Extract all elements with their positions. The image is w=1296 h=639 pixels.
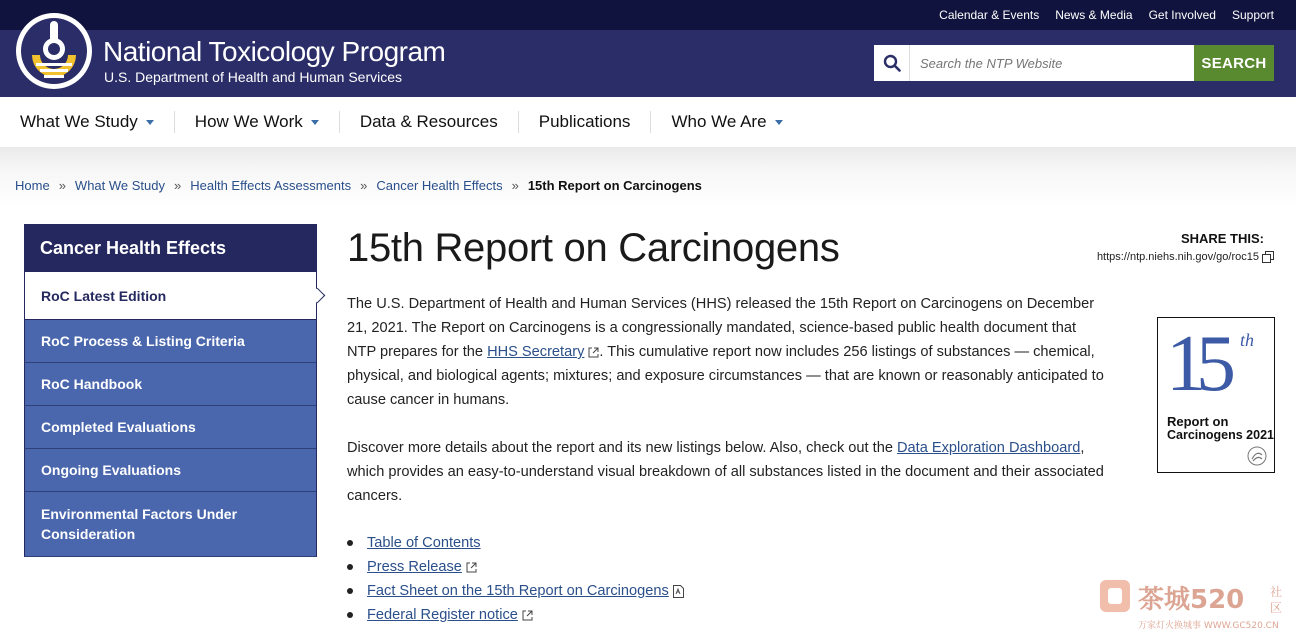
breadcrumb-what-we-study[interactable]: What We Study <box>74 178 165 193</box>
sidebar-item-environmental[interactable]: Environmental Factors Under Consideration <box>24 492 317 557</box>
sidebar-item-handbook[interactable]: RoC Handbook <box>24 363 317 406</box>
details-text-b: , which provides an easy-to-understand visual breakdown of all substances listed in the document and their associated cancers. <box>347 440 1104 504</box>
search-input[interactable] <box>910 46 1190 80</box>
press-release-link[interactable]: Press Release <box>367 559 462 575</box>
utility-link-calendar[interactable]: Calendar & Events <box>939 8 1040 22</box>
nav-label: Publications <box>538 112 631 131</box>
caret-down-icon <box>146 120 154 125</box>
breadcrumb-health-effects[interactable]: Health Effects Assessments <box>190 178 352 193</box>
breadcrumb-separator: » <box>360 178 368 193</box>
content-band-shade <box>0 147 1296 207</box>
watermark-logo-icon <box>1098 574 1288 634</box>
share-url[interactable] <box>1097 251 1274 263</box>
breadcrumb-current: 15th Report on Carcinogens <box>527 178 702 193</box>
utility-link-news[interactable]: News & Media <box>1055 8 1133 22</box>
svg-text:社: 社 <box>1270 585 1283 599</box>
share-url-text: https://ntp.niehs.nih.gov/go/roc15 <box>1096 251 1259 263</box>
utility-bar <box>0 0 1296 30</box>
sidebar-item-ongoing[interactable]: Ongoing Evaluations <box>24 449 317 492</box>
share-label: SHARE THIS: <box>1180 231 1264 246</box>
nav-label: Data & Resources <box>359 112 498 131</box>
external-link-icon <box>522 610 533 621</box>
sidebar-heading[interactable]: Cancer Health Effects <box>24 224 317 272</box>
nav-what-we-study[interactable] <box>20 111 175 133</box>
resource-links <box>347 531 684 627</box>
intro-paragraph <box>347 292 1107 412</box>
svg-text:万家灯火换城事 WWW.GC520.CN: 万家灯火换城事 WWW.GC520.CN <box>1138 621 1279 631</box>
sidebar-item-completed[interactable]: Completed Evaluations <box>24 406 317 449</box>
fact-sheet-link[interactable]: Fact Sheet on the 15th Report on Carcinogens <box>367 583 669 599</box>
nav-how-we-work[interactable] <box>195 111 340 133</box>
breadcrumb-separator: » <box>58 178 66 193</box>
org-name[interactable]: National Toxicology Program <box>103 36 446 67</box>
ntp-logo-icon[interactable] <box>14 11 94 91</box>
sidebar-item-roc-latest[interactable]: RoC Latest Edition <box>24 272 317 320</box>
intro-text-a: The U.S. Department of Health and Human Services (HHS) released the 15th Report on Carcinogens on December 21, 2021. The Report on Carcinogens is a congressionally mandated, science-based public health document that NTP prepares for the <box>347 296 1095 360</box>
nav-label: How We Work <box>194 112 303 131</box>
nav-data-resources[interactable] <box>360 111 519 133</box>
sidebar-item-process-criteria[interactable]: RoC Process & Listing Criteria <box>24 320 317 363</box>
utility-link-get-involved[interactable]: Get Involved <box>1148 8 1216 22</box>
report-cover-image[interactable] <box>1157 317 1275 473</box>
details-paragraph <box>347 436 1107 508</box>
external-link-icon <box>466 562 477 573</box>
federal-register-link[interactable]: Federal Register notice <box>367 607 518 623</box>
nav-publications[interactable] <box>539 111 652 133</box>
utility-links <box>939 8 1274 22</box>
page-title: 15th Report on Carcinogens <box>347 226 840 270</box>
table-of-contents-link[interactable]: Table of Contents <box>367 535 481 551</box>
breadcrumb-separator: » <box>174 178 182 193</box>
caret-down-icon <box>311 120 319 125</box>
list-item <box>347 603 684 627</box>
org-subtitle: U.S. Department of Health and Human Services <box>104 69 403 85</box>
breadcrumb-cancer-health[interactable]: Cancer Health Effects <box>376 178 503 193</box>
caret-down-icon <box>775 120 783 125</box>
hhs-seal-icon <box>1247 446 1267 466</box>
search-box <box>874 45 1194 81</box>
main-nav <box>0 97 1296 147</box>
list-item <box>347 531 684 555</box>
copy-icon[interactable] <box>1262 251 1274 263</box>
breadcrumb-home[interactable]: Home <box>15 178 50 193</box>
list-item <box>347 555 684 579</box>
breadcrumb <box>15 178 702 193</box>
details-text-a: Discover more details about the report and its new listings below. Also, check out the <box>347 440 897 456</box>
hhs-secretary-link[interactable]: HHS Secretary <box>487 344 585 360</box>
cover-line1: Report on <box>1167 414 1229 429</box>
nav-who-we-are[interactable] <box>671 111 802 133</box>
pdf-icon <box>673 585 684 598</box>
data-dashboard-link[interactable]: Data Exploration Dashboard <box>897 440 1081 456</box>
cover-suffix: th <box>1240 330 1255 350</box>
nav-label: Who We Are <box>671 112 767 131</box>
svg-text:茶城520: 茶城520 <box>1138 585 1245 615</box>
nav-label: What We Study <box>20 112 138 131</box>
intro-text-b: . This cumulative report now includes 256 listings of substances — chemical, physical, and biological agents; mixtures; and exposure circumstances — that are known or reasonably anticipated to cause cancer in humans. <box>347 344 1104 408</box>
utility-link-support[interactable]: Support <box>1231 8 1274 22</box>
cover-number: 15 <box>1166 320 1226 408</box>
breadcrumb-separator: » <box>511 178 519 193</box>
sidebar <box>24 224 317 557</box>
svg-text:区: 区 <box>1270 601 1283 615</box>
search-button[interactable]: SEARCH <box>1194 45 1274 81</box>
list-item <box>347 579 684 603</box>
cover-line2: Carcinogens 2021 <box>1167 428 1274 442</box>
search-icon <box>874 45 910 81</box>
external-link-icon <box>588 347 599 358</box>
